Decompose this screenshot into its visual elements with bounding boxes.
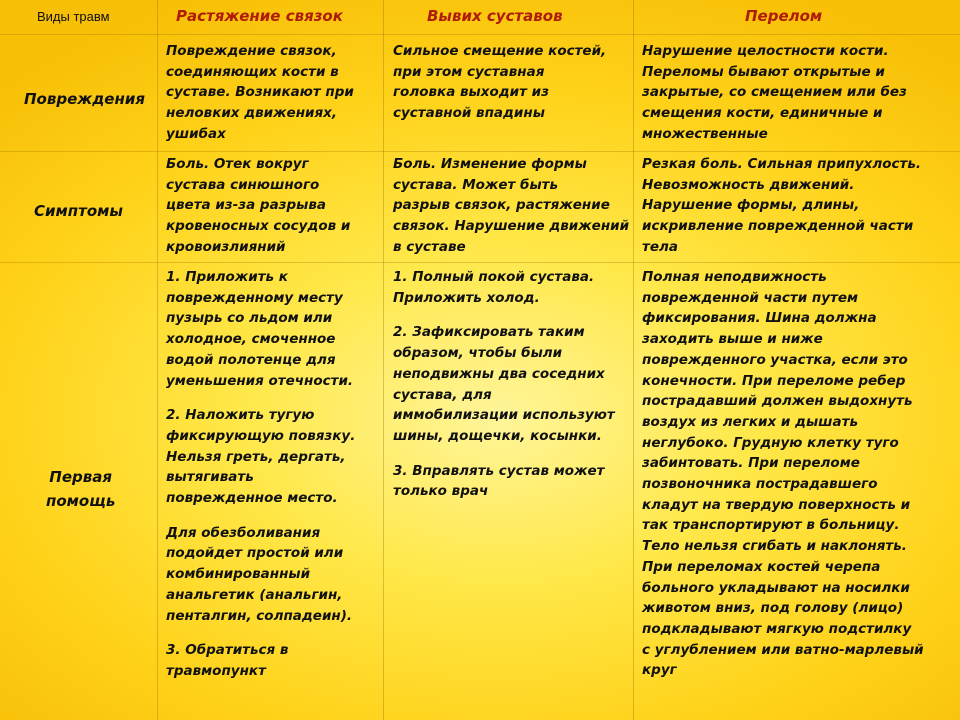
cell-text-line: сустава, для bbox=[393, 386, 492, 403]
cell-text-line: Боль. Изменение формы bbox=[393, 156, 587, 172]
cell-text-line: пузырь со льдом или bbox=[166, 310, 333, 327]
cell-text-line: так транспортируют в больницу. bbox=[642, 517, 900, 534]
cell-text-line: больного укладывают на носилки bbox=[642, 579, 910, 596]
cell-symptoms-sprain bbox=[166, 154, 350, 258]
row-divider-1 bbox=[0, 151, 960, 152]
cell-text-line: поврежденному месту bbox=[166, 289, 343, 306]
cell-text-line: 1. Приложить к bbox=[166, 269, 288, 285]
cell-text-line: шины, дощечки, косынки. bbox=[393, 427, 602, 444]
cell-text-line: сустава синюшного bbox=[166, 176, 320, 193]
cell-text-line: При переломах костей черепа bbox=[642, 558, 881, 575]
column-header-dislocation: Вывих суставов bbox=[427, 7, 563, 25]
cell-text-line: головка выходит из bbox=[393, 84, 549, 101]
cell-paragraph bbox=[393, 154, 629, 258]
cell-symptoms-dislocation bbox=[393, 154, 629, 258]
cell-text-line: позвоночника пострадавшего bbox=[642, 476, 878, 493]
cell-text-line: закрытые, со смещением или без bbox=[642, 84, 907, 101]
row-header-line: Повреждения bbox=[24, 90, 145, 108]
cell-text-line: Тело нельзя сгибать и наклонять. bbox=[642, 538, 907, 555]
cell-paragraph bbox=[393, 267, 615, 308]
cell-damage-dislocation bbox=[393, 41, 606, 124]
cell-text-line: множественные bbox=[642, 125, 768, 142]
cell-text-line: кровеносных сосудов и bbox=[166, 218, 351, 235]
cell-paragraph bbox=[166, 41, 354, 145]
cell-text-line: пострадавший должен выдохнуть bbox=[642, 393, 913, 410]
row-header-damage bbox=[24, 87, 145, 111]
column-divider-2 bbox=[383, 0, 384, 720]
cell-text-line: Нарушение формы, длины, bbox=[642, 197, 860, 214]
cell-text-line: 3. Обратиться в bbox=[166, 642, 289, 659]
cell-first-aid-sprain bbox=[166, 267, 355, 682]
cell-text-line: комбинированный bbox=[166, 566, 311, 583]
cell-text-line: пенталгин, солпадеин). bbox=[166, 607, 353, 624]
row-divider-header bbox=[0, 34, 960, 35]
row-header-first-aid bbox=[46, 465, 115, 513]
cell-text-line: подойдет простой или bbox=[166, 545, 344, 562]
row-header-line: Первая bbox=[49, 468, 113, 486]
cell-text-line: суставе. Возникают при bbox=[166, 84, 354, 101]
cell-paragraph bbox=[166, 405, 355, 509]
cell-text-line: травмопункт bbox=[166, 662, 266, 679]
cell-text-line: разрыв связок, растяжение bbox=[393, 197, 610, 214]
cell-text-line: суставной впадины bbox=[393, 105, 545, 122]
cell-damage-fracture bbox=[642, 41, 907, 145]
cell-text-line: водой полотенце для bbox=[166, 351, 336, 368]
cell-text-line: Для обезболивания bbox=[166, 524, 321, 541]
cell-text-line: сустава. Может быть bbox=[393, 176, 559, 193]
cell-text-line: воздух из легких и дышать bbox=[642, 413, 858, 430]
cell-text-line: иммобилизации используют bbox=[393, 407, 615, 424]
cell-first-aid-fracture bbox=[642, 267, 924, 681]
cell-text-line: с углублением или ватно-марлевый bbox=[642, 641, 924, 658]
cell-text-line: искривление поврежденной части bbox=[642, 218, 914, 235]
row-divider-2 bbox=[0, 262, 960, 263]
cell-text-line: круг bbox=[642, 662, 677, 679]
cell-text-line: цвета из-за разрыва bbox=[166, 197, 327, 214]
cell-paragraph bbox=[166, 523, 355, 627]
cell-text-line: 2. Зафиксировать таким bbox=[393, 324, 585, 341]
cell-text-line: соединяющих кости в bbox=[166, 63, 339, 80]
cell-paragraph bbox=[642, 267, 924, 681]
cell-text-line: Нарушение целостности кости. bbox=[642, 43, 889, 59]
cell-paragraph bbox=[642, 41, 907, 145]
cell-text-line: поврежденного участка, если это bbox=[642, 351, 908, 368]
cell-text-line: поврежденное место. bbox=[166, 490, 338, 507]
cell-text-line: Полная неподвижность bbox=[642, 269, 827, 285]
cell-text-line: кровоизлияний bbox=[166, 238, 286, 255]
cell-text-line: поврежденной части путем bbox=[642, 289, 859, 306]
row-header-symptoms bbox=[34, 199, 123, 223]
cell-text-line: конечности. При переломе ребер bbox=[642, 372, 906, 389]
cell-text-line: Переломы бывают открытые и bbox=[642, 63, 885, 80]
cell-text-line: Боль. Отек вокруг bbox=[166, 156, 309, 172]
cell-text-line: образом, чтобы были bbox=[393, 345, 563, 362]
cell-text-line: анальгетик (анальгин, bbox=[166, 586, 343, 603]
cell-text-line: фиксирующую повязку. bbox=[166, 427, 356, 444]
cell-text-line: подкладывают мягкую подстилку bbox=[642, 620, 912, 637]
column-divider-3 bbox=[633, 0, 634, 720]
cell-text-line: неловких движениях, bbox=[166, 105, 338, 122]
cell-paragraph bbox=[642, 154, 921, 258]
cell-text-line: вытягивать bbox=[166, 469, 254, 486]
cell-text-line: 1. Полный покой сустава. bbox=[393, 269, 595, 285]
cell-text-line: смещения кости, единичные и bbox=[642, 105, 883, 122]
cell-text-line: животом вниз, под голову (лицо) bbox=[642, 600, 904, 617]
cell-paragraph bbox=[393, 41, 606, 124]
cell-paragraph bbox=[166, 154, 350, 258]
cell-text-line: при этом суставная bbox=[393, 63, 545, 80]
cell-paragraph bbox=[166, 640, 355, 681]
cell-text-line: заходить выше и ниже bbox=[642, 331, 823, 348]
cell-paragraph bbox=[393, 322, 615, 446]
cell-text-line: Нельзя греть, дергать, bbox=[166, 448, 346, 465]
cell-damage-sprain bbox=[166, 41, 354, 145]
cell-text-line: Повреждение связок, bbox=[166, 43, 337, 59]
row-header-line: Симптомы bbox=[34, 202, 123, 220]
cell-text-line: 3. Вправлять сустав может bbox=[393, 462, 605, 479]
corner-header: Виды травм bbox=[37, 9, 110, 24]
cell-text-line: Приложить холод. bbox=[393, 289, 540, 306]
column-header-sprain: Растяжение связок bbox=[176, 7, 343, 25]
cell-text-line: только врач bbox=[393, 483, 489, 500]
cell-text-line: Сильное смещение костей, bbox=[393, 43, 607, 59]
cell-text-line: неглубоко. Грудную клетку туго bbox=[642, 434, 899, 451]
cell-text-line: фиксирования. Шина должна bbox=[642, 310, 877, 327]
cell-text-line: в суставе bbox=[393, 238, 466, 255]
column-header-fracture: Перелом bbox=[745, 7, 823, 25]
cell-text-line: холодное, смоченное bbox=[166, 331, 336, 348]
row-header-line: помощь bbox=[46, 492, 116, 510]
cell-paragraph bbox=[166, 267, 355, 391]
cell-text-line: тела bbox=[642, 238, 678, 255]
cell-paragraph bbox=[393, 461, 615, 502]
cell-text-line: кладут на твердую поверхность и bbox=[642, 496, 911, 513]
cell-text-line: Резкая боль. Сильная припухлость. bbox=[642, 156, 922, 172]
column-divider-1 bbox=[157, 0, 158, 720]
cell-symptoms-fracture bbox=[642, 154, 921, 258]
cell-first-aid-dislocation bbox=[393, 267, 615, 502]
cell-text-line: 2. Наложить тугую bbox=[166, 407, 315, 424]
cell-text-line: ушибах bbox=[166, 125, 226, 142]
cell-text-line: уменьшения отечности. bbox=[166, 372, 354, 389]
cell-text-line: связок. Нарушение движений bbox=[393, 218, 630, 235]
cell-text-line: неподвижны два соседних bbox=[393, 365, 605, 382]
cell-text-line: Невозможность движений. bbox=[642, 176, 855, 193]
cell-text-line: забинтовать. При переломе bbox=[642, 455, 860, 472]
